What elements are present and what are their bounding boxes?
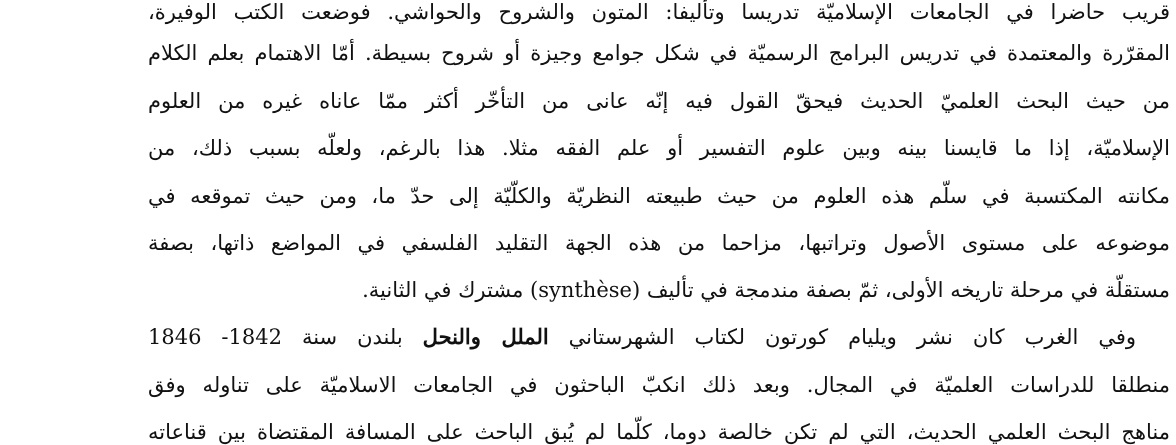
paragraph-1-line-6: موضوعه على مستوى الأصول وتراتبها، مزاحما من هذه الجهة التقليد الفلسفي في المواضع ذاتها، بصفة	[148, 231, 1170, 255]
paragraph-1-line-2: المقرّرة والمعتمدة في تدريس البرامج الرسميّة في شكل جوامع وجيزة أو شروح بسيطة. أمّا الاهتمام بعلم الكلام	[148, 41, 1170, 65]
paragraph-1-line-5: مكانته المكتسبة في سلّم هذه العلوم من حيث طبيعته النظريّة والكلّيّة إلى حدّ ما، ومن حيث تموقعه في	[148, 184, 1170, 208]
paragraph-2-line-1	[148, 313, 1170, 361]
book-title-al-milal-wa-al-nihal: الملل والنحل	[422, 324, 549, 349]
paragraph-2-line-1-after: بلندن سنة 1842- 1846	[148, 325, 423, 349]
paragraph-1-line-3: من حيث البحث العلميّ الحديث فيحقّ القول فيه إنّه عانى من التأخّر أكثر ممّا عاناه غيره من العلوم	[148, 89, 1170, 113]
paragraph-1-line-7: مستقلّة في مرحلة تاريخه الأولى، ثمّ بصفة مندمجة في تأليف (synthèse) مشترك في الثانية.	[362, 278, 1170, 302]
paragraph-2-line-3: مناهج البحث العلمي الحديث، التي لم تكن خالصة دوما، كلّما لم يُبق الباحث على المسافة المقتضاة بين قناعاته	[148, 420, 1170, 444]
paragraph-1-line-1: قريب حاضرا في الجامعات الإسلاميّة تدريسا وتأليفا: المتون والشروح والحواشي. فوضعت الكتب الوفيرة،	[148, 0, 1170, 24]
paragraph-1-line-4: الإسلاميّة، إذا ما قايسنا بينه وبين علوم التفسير أو علم الفقه مثلا. هذا بالرغم، ولعلّه بسبب ذلك، من	[148, 136, 1170, 160]
paragraph-2-line-2: منطلقا للدراسات العلميّة في المجال. وبعد ذلك انكبّ الباحثون في الجامعات الاسلاميّة على تناوله وفق	[148, 373, 1170, 397]
document-text	[148, 0, 1170, 445]
paragraph-2-line-1-before: وفي الغرب كان نشر ويليام كورتون لكتاب الشهرستاني	[548, 325, 1137, 349]
